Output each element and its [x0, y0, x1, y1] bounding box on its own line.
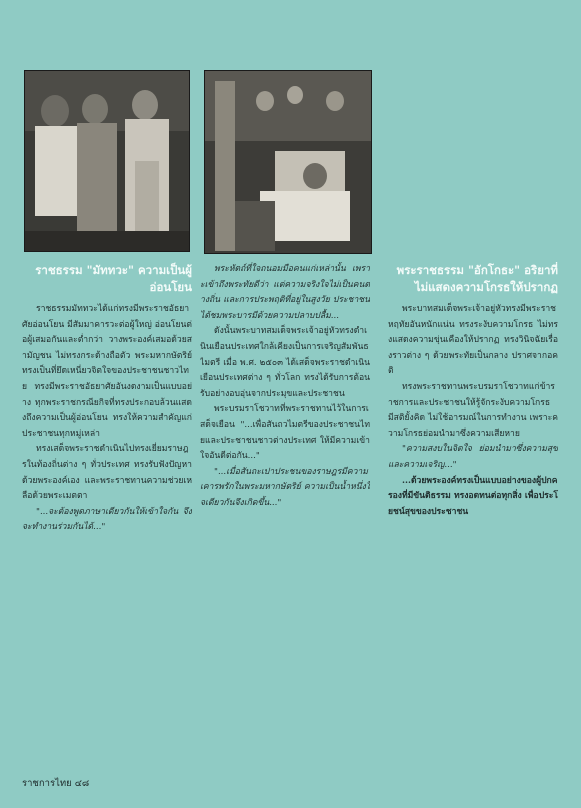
archival-photo-right — [204, 70, 372, 254]
archival-photo-left — [24, 70, 190, 252]
paragraph: ดังนั้นพระบาทสมเด็จพระเจ้าอยู่หัวทรงดำเนินเยือนประเทศใกล้เคียงเป็นการเจริญสัมพันธไมตรี เมื่อ พ.ศ. ๒๕๐๓ ได้เสด็จพระราชดำเนินเยือนประเทศต่าง ๆ ทั่วโลก ทรงได้รับการต้อนรับอย่างอบอุ่นจากประมุขและประชาชน — [200, 326, 370, 399]
paragraph: ราชธรรมมัททวะได้แก่ทรงมีพระราชอัธยาศัยอ่อนโยน มีสัมมาคารวะต่อผู้ใหญ่ อ่อนโยนต่อผู้เสมอกันและต่ำกว่า วางพระองค์เสมอด้วยสามัญชน ไม่ทรงกระด้างถือตัว พระมหากษัตริย์ทรงเป็นที่ยึดเหนี่ยวจิตใจของประชาชนชาวไทย ทรงมีพระราชอัธยาศัยอันงดงามเป็นแบบอย่าง ทุกพระราชกรณียกิจที่ทรงประกอบล้วนแสดงถึงความเป็นผู้อ่อนโยน ทรงให้ความสำคัญแก่ประชาชนทุกหมู่เหล่า — [22, 304, 192, 439]
paragraph: พระหัตถ์ที่ใจถนอมมือคนแก่เหล่านั้น เพราะเข้าถึงพระทัยดีว่า แต่ความจริงใจไม่เป็นคนต่างถิ่น และการประพฤติที่อยู่ในสูงวัย ประชาชนได้ชมพระบารมีด้วยความปลาบปลื้ม... — [200, 264, 370, 321]
paragraph: ทรงพระราชทานพระบรมราโชวาทแก่ข้าราชการและประชาชนให้รู้จักระงับความโกรธ มีสติยั้งคิด ไม่ใช้อารมณ์ในการทำงาน เพราะความโกรธย่อมนำมาซึ่งความเสียหาย — [388, 381, 558, 439]
article-column-3 — [388, 262, 558, 767]
quote-paragraph: "ความสงบในจิตใจ ย่อมนำมาซึ่งความสุขและความเจริญ..." — [388, 444, 558, 470]
page-footer: ราชการไทย ๔๘ — [22, 778, 90, 789]
paragraph: ทรงเสด็จพระราชดำเนินไปทรงเยี่ยมราษฎรในท้องถิ่นต่าง ๆ ทั่วประเทศ ทรงรับฟังปัญหาด้วยพระองค์เอง และพระราชทานความช่วยเหลือด้วยพระเมตตา — [22, 444, 192, 502]
article-column-2 — [200, 262, 370, 767]
photo-image — [25, 71, 189, 251]
quote-paragraph: "...เมื่อสันถะเปาประชนของราษฎรมีความเคารพรักในพระมหากษัตริย์ ความเป็นน้ำหนึ่งใจเดียวกันจึงเกิดขึ้น..." — [200, 466, 370, 508]
column-body — [22, 302, 192, 536]
section-heading: ราชธรรม "มัททวะ" ความเป็นผู้อ่อนโยน — [35, 263, 192, 294]
article-column-1 — [22, 262, 192, 767]
paragraph: ...ด้วยพระองค์ทรงเป็นแบบอย่างของผู้ปกครองที่มีขันติธรรม ทรงอดทนต่อทุกสิ่ง เพื่อประโยชน์สุขของประชาชน — [388, 475, 558, 517]
section-heading: พระราชธรรม "อักโกธะ" อริยาที่ไม่แสดงความโกรธให้ปรากฏ — [396, 263, 558, 294]
column-body — [200, 262, 370, 512]
paragraph: พระบรมราโชวาทที่พระราชทานไว้ในการเสด็จเยือน "...เพื่อสันถวไมตรีของประชาชนไทยและประชาชนชาวต่างประเทศ ให้มีความเข้าใจอันดีต่อกัน..." — [200, 404, 370, 462]
photo-image — [205, 71, 371, 253]
column-body — [388, 302, 558, 520]
quote-paragraph: "...จะต้องพูดภาษาเดียวกันให้เข้าใจกัน จึงจะทำงานร่วมกันได้..." — [22, 506, 192, 533]
paragraph: พระบาทสมเด็จพระเจ้าอยู่หัวทรงมีพระราชหฤทัยอันหนักแน่น ทรงระงับความโกรธ ไม่ทรงแสดงความขุ่นเคืองให้ปรากฏ ทรงวินิจฉัยเรื่องราวต่าง ๆ ด้วยพระทัยเป็นกลาง ปราศจากอคติ — [388, 304, 558, 377]
